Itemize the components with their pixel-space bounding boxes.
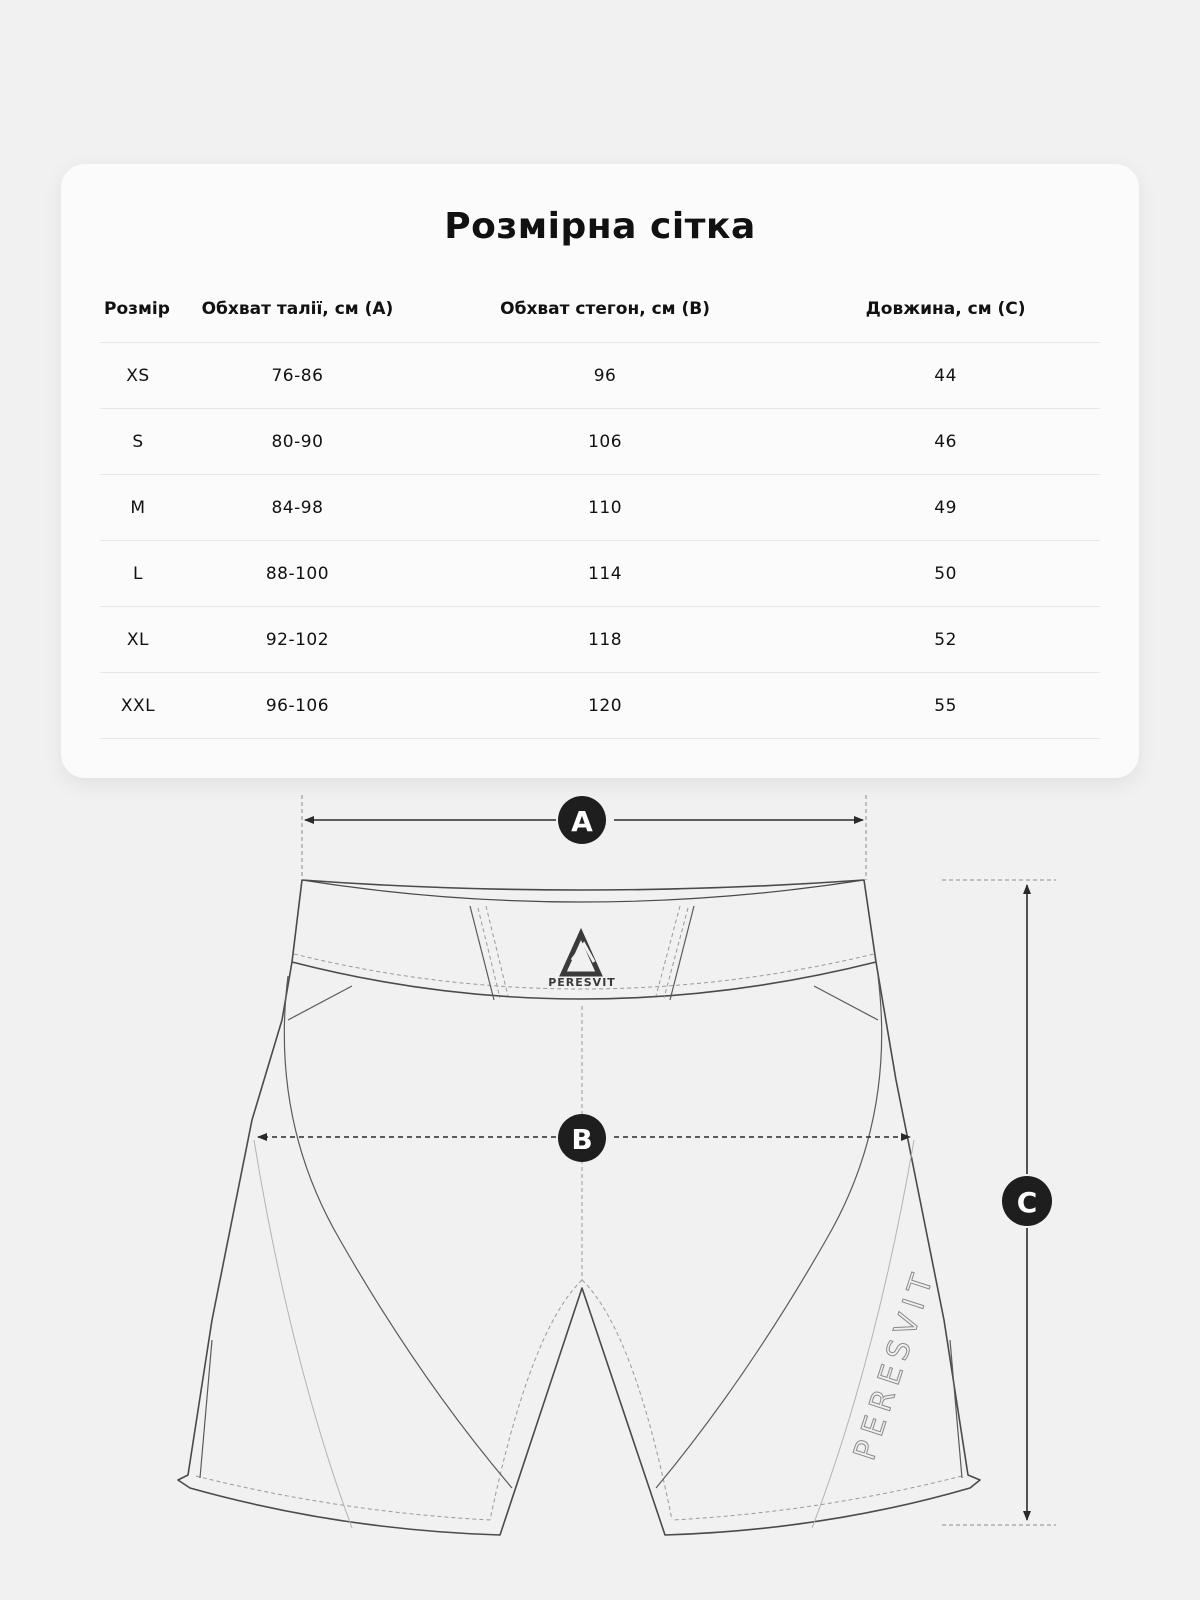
cell-length: 44 bbox=[791, 343, 1100, 409]
cell-hips: 106 bbox=[419, 409, 791, 475]
cell-size: L bbox=[100, 541, 176, 607]
cell-hips: 96 bbox=[419, 343, 791, 409]
cell-waist: 80-90 bbox=[176, 409, 419, 475]
cell-waist: 76-86 bbox=[176, 343, 419, 409]
header-hips: Обхват стегон, см (В) bbox=[419, 276, 791, 343]
cell-hips: 110 bbox=[419, 475, 791, 541]
label-b: B bbox=[571, 1123, 593, 1156]
measurement-a bbox=[302, 795, 866, 880]
brand-logo-text: PERESVIT bbox=[548, 976, 616, 989]
cell-waist: 92-102 bbox=[176, 607, 419, 673]
cell-length: 55 bbox=[791, 673, 1100, 739]
cell-size: M bbox=[100, 475, 176, 541]
header-size: Розмір bbox=[100, 276, 176, 343]
cell-waist: 96-106 bbox=[176, 673, 419, 739]
cell-hips: 114 bbox=[419, 541, 791, 607]
cell-size: XXL bbox=[100, 673, 176, 739]
cell-length: 52 bbox=[791, 607, 1100, 673]
page-title: Розмірна сітка bbox=[444, 206, 756, 247]
cell-waist: 88-100 bbox=[176, 541, 419, 607]
cell-hips: 118 bbox=[419, 607, 791, 673]
cell-waist: 84-98 bbox=[176, 475, 419, 541]
header-length: Довжина, см (С) bbox=[791, 276, 1100, 343]
cell-size: XL bbox=[100, 607, 176, 673]
cell-length: 50 bbox=[791, 541, 1100, 607]
cell-size: XS bbox=[100, 343, 176, 409]
label-a: A bbox=[571, 805, 593, 838]
cell-length: 49 bbox=[791, 475, 1100, 541]
cell-size: S bbox=[100, 409, 176, 475]
cell-hips: 120 bbox=[419, 673, 791, 739]
label-c: C bbox=[1016, 1186, 1038, 1219]
side-print-text: PERESVIT bbox=[847, 1263, 943, 1465]
cell-length: 46 bbox=[791, 409, 1100, 475]
header-waist: Обхват талії, см (А) bbox=[176, 276, 419, 343]
